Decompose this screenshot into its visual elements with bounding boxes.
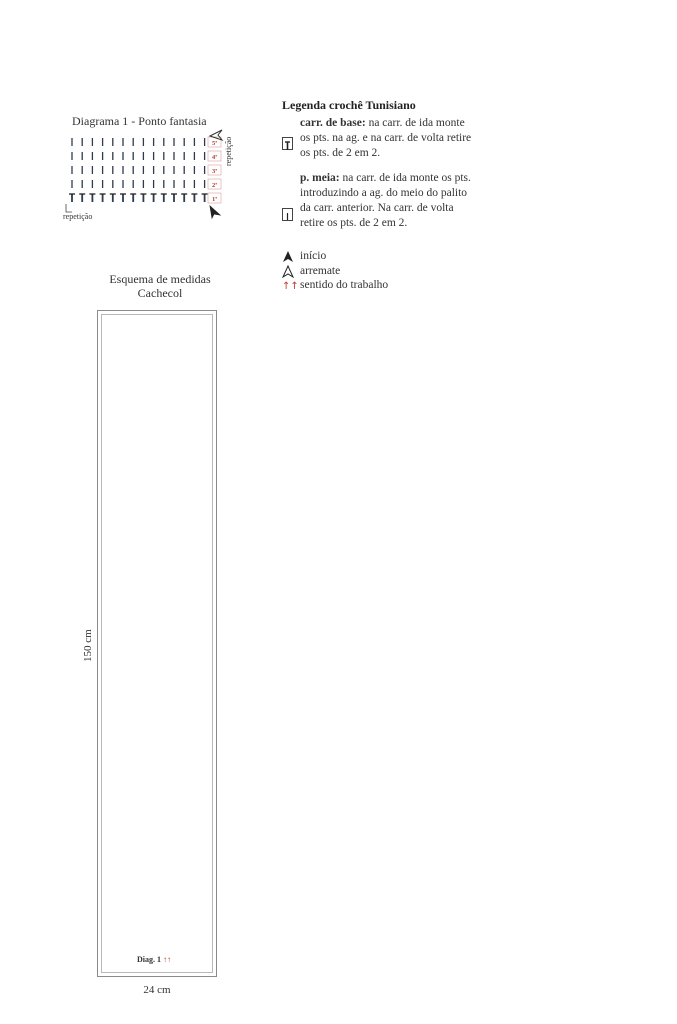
row-number-label: 4ª	[212, 154, 218, 161]
legend-symbol-label: início	[300, 250, 327, 262]
repeat-label-side: repetição	[224, 136, 233, 166]
legend-term: p. meia:	[300, 172, 340, 184]
width-measure: 24 cm	[143, 984, 171, 996]
knit-stitch-symbol-icon	[282, 208, 293, 221]
filled-arrow-icon	[282, 250, 294, 263]
row-number-label: 5ª	[212, 140, 218, 147]
row-number-label: 3ª	[212, 168, 218, 175]
measures-title	[100, 272, 220, 300]
repeat-bracket	[66, 204, 72, 212]
legend-term: carr. de base:	[300, 117, 366, 129]
height-measure: 150 cm	[82, 629, 94, 662]
legend-item-base	[300, 116, 475, 161]
legend-title: Legenda crochê Tunisiano	[282, 98, 416, 112]
row-number-label: 2ª	[212, 182, 218, 189]
outline-arrow-icon	[282, 265, 294, 278]
row-number-label: 1ª	[212, 196, 218, 203]
svg-text:↑↑: ↑↑	[282, 281, 299, 292]
repeat-label-bottom: repetição	[63, 212, 93, 221]
arremate-arrow-icon	[210, 130, 222, 140]
diagram-reference	[137, 955, 171, 964]
legend-symbol-label: arremate	[300, 265, 341, 277]
inicio-arrow-icon	[210, 206, 220, 218]
legend-desc: na carr. de ida monte os pts. na ag. e na carr. de volta retire os pts. de 2 em 2.	[300, 117, 472, 159]
measures-title-line: Esquema de medidas	[109, 272, 211, 286]
base-row-symbol-icon	[282, 137, 293, 150]
diagram-title: Diagrama 1 - Ponto fantasia	[72, 114, 207, 128]
legend-symbol-label: sentido do trabalho	[300, 279, 389, 291]
diagram-reference-label: Diag. 1	[137, 955, 161, 964]
direction-arrows-icon: ↑↑	[163, 955, 171, 964]
red-up-arrows-icon	[282, 279, 299, 292]
legend-item-knit	[300, 171, 475, 231]
scarf-inner-outline	[101, 314, 213, 973]
legend-desc: na carr. de ida monte os pts. introduzindo a ag. do meio do palito da carr. anterior. Na carr. de volta retire os pts. de 2 em 2.	[300, 172, 471, 229]
measures-subtitle: Cachecol	[137, 286, 183, 300]
